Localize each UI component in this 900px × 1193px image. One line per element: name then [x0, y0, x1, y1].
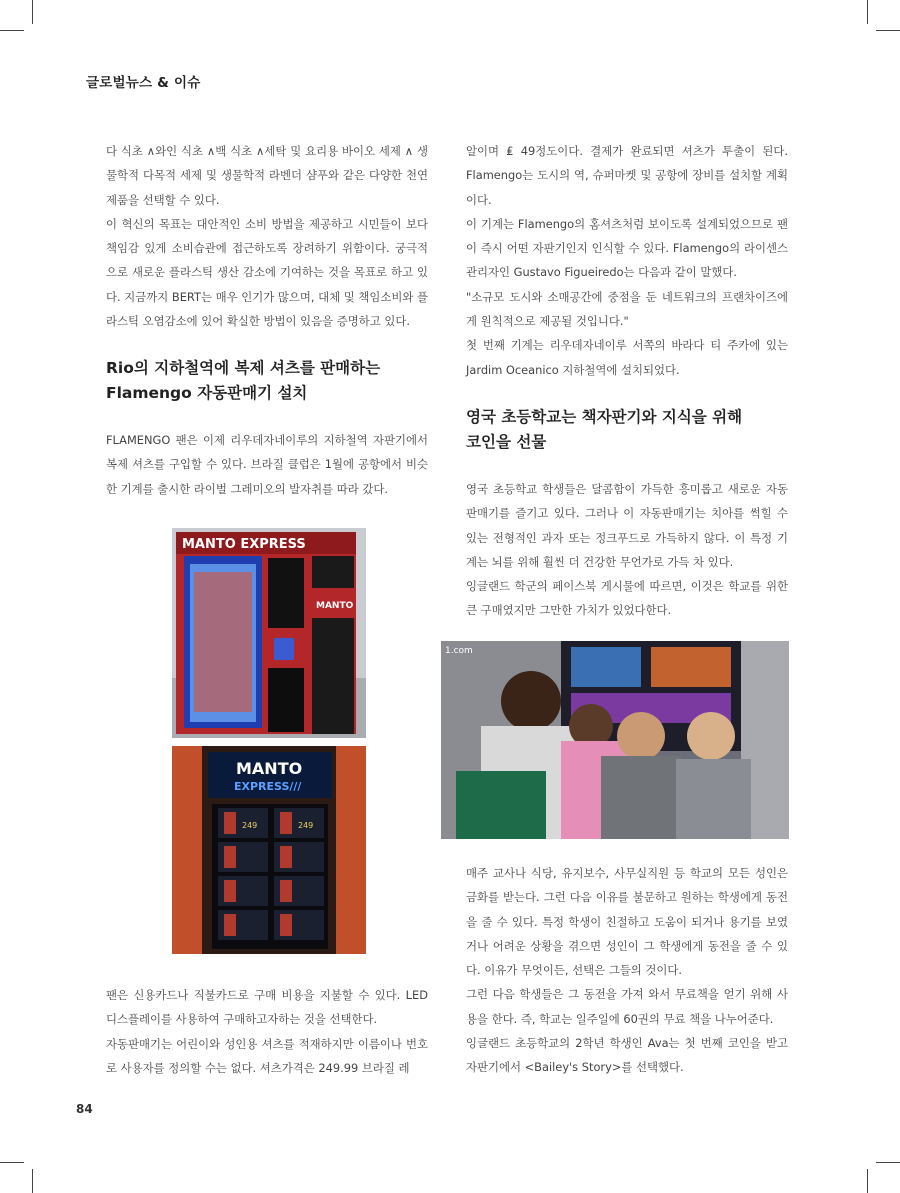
left-column-bottom	[106, 983, 428, 1080]
crop-mark	[0, 30, 24, 31]
article-heading-books	[466, 405, 788, 455]
crop-mark	[867, 0, 868, 24]
heading-line: Flamengo 자동판매기 설치	[106, 384, 308, 402]
display-subtitle: EXPRESS///	[234, 780, 302, 793]
article-heading-flamengo	[106, 356, 428, 406]
crop-mark	[867, 1169, 868, 1193]
page-number: 84	[76, 1102, 93, 1116]
paragraph: 그런 다음 학생들은 그 동전을 가져 와서 무료책을 얻기 위해 사용을 한다. 즉, 학교는 일주일에 60권의 무료 책을 나누어준다.	[466, 987, 788, 1026]
paragraph: 이 기계는 Flamengo의 홈셔츠처럼 보이도록 설계되었으므로 팬이 즉시 어떤 자판기인지 인식할 수 있다. Flamengo의 라이센스 관리자인 Gustavo Figueiredo는 다음과 같이 말했다.	[466, 216, 788, 280]
right-column-top	[466, 139, 788, 382]
crop-mark	[876, 1162, 900, 1163]
right-column-mid	[466, 477, 788, 623]
paragraph: 영국 초등학교 학생들은 달콤함이 가득한 흥미롭고 새로운 자동판매기를 즐기고 있다. 그러나 이 자동판매기는 치아를 썩힐 수 있는 전형적인 과자 또는 정크푸드로 가득하지 않다. 이 특정 기계는 뇌를 위해 훨씬 더 건강한 무언가로 가득 차 있다.	[466, 482, 788, 569]
vending-machine-photo	[172, 528, 366, 738]
paragraph: 잉글랜드 학군의 페이스북 게시물에 따르면, 이것은 학교를 위한 큰 구매였지만 그만한 가치가 있었다한다.	[466, 579, 788, 618]
left-column-top	[106, 139, 428, 333]
paragraph: 첫 번째 기계는 리우데자네이루 서쪽의 바라다 티 주카에 있는 Jardim Oceanico 지하철역에 설치되었다.	[466, 338, 788, 377]
children-photo	[441, 641, 789, 839]
children-illustration	[441, 641, 789, 839]
paragraph: 잉글랜드 초등학교의 2학년 학생인 Ava는 첫 번째 코인을 받고 자판기에서 <Bailey's Story>를 선택했다.	[466, 1036, 788, 1075]
led-display-illustration	[172, 746, 366, 954]
crop-mark	[32, 0, 33, 24]
crop-mark	[876, 30, 900, 31]
paragraph: FLAMENGO 팬은 이제 리우데자네이루의 지하철역 자판기에서 복제 셔츠를 구입할 수 있다. 브라질 클럽은 1월에 공항에서 비슷한 기계를 출시한 라이벌 그레미오의 발자취를 따라 갔다.	[106, 433, 428, 496]
crop-mark	[0, 1162, 24, 1163]
display-title: MANTO	[236, 759, 303, 778]
paragraph: 자동판매기는 어린이와 성인용 셔츠를 적재하지만 이름이나 번호로 사용자를 정의할 수는 없다. 셔츠가격은 249.99 브라질 레	[106, 1036, 428, 1075]
left-column-mid	[106, 428, 428, 501]
photo-watermark: 1.com	[445, 646, 473, 656]
paragraph: 알이며 ₤ 49정도이다. 결제가 완료되면 셔츠가 투출이 된다. Flamengo는 도시의 역, 슈퍼마켓 및 공항에 장비를 설치할 계획이다.	[466, 144, 788, 207]
price-tag: 249	[298, 821, 314, 830]
section-title: 글로벌뉴스 & 이슈	[86, 75, 201, 91]
paragraph: 이 혁신의 목표는 대안적인 소비 방법을 제공하고 시민들이 보다 책임감 있게 소비습관에 접근하도록 장려하기 위함이다. 궁극적으로 새로운 플라스틱 생산 감소에 기여하는 것을 목표로 하고 있다. 지금까지 BERT는 매우 인기가 많으며, 대체 및 책임소비와 플라스틱 오염감소에 있어 확실한 방법이 있음을 증명하고 있다.	[106, 216, 428, 329]
machine-side-text: MANTO	[316, 601, 354, 611]
led-display-photo	[172, 746, 366, 954]
machine-brand-text: MANTO EXPRESS	[182, 537, 306, 552]
heading-line: 코인을 선물	[466, 433, 547, 451]
paragraph: 다 식초 ∧와인 식초 ∧백 식초 ∧세탁 및 요리용 바이오 세제 ∧ 생물학적 다목적 세제 및 생물학적 라벤더 샴푸와 같은 다양한 천연 제품을 선택할 수 있다.	[106, 144, 428, 207]
heading-line: Rio의 지하철역에 복제 셔츠를 판매하는	[106, 359, 381, 377]
crop-mark	[32, 1169, 33, 1193]
heading-line: 영국 초등학교는 책자판기와 지식을 위해	[466, 408, 743, 426]
right-column-bottom	[466, 861, 788, 1080]
vending-machine-illustration	[172, 528, 366, 738]
price-tag: 249	[242, 821, 258, 830]
paragraph: "소규모 도시와 소매공간에 중점을 둔 네트워크의 프랜차이즈에게 원칙적으로 제공될 것입니다."	[466, 289, 788, 329]
paragraph: 매주 교사나 식당, 유지보수, 사무실직원 등 학교의 모든 성인은 금화를 받는다. 그런 다음 이유를 불문하고 원하는 학생에게 동전을 줄 수 있다. 특정 학생이 친절하고 도움이 되거나 용기를 보였거나 어려운 상황을 겪으면 성인이 그 학생에게 동전을 줄 수 있다. 이유가 무엇이든, 선택은 그들의 것이다.	[466, 866, 788, 978]
paragraph: 팬은 신용카드나 직불카드로 구매 비용을 지불할 수 있다. LED 디스플레이를 사용하여 구매하고자하는 것을 선택한다.	[106, 988, 428, 1027]
